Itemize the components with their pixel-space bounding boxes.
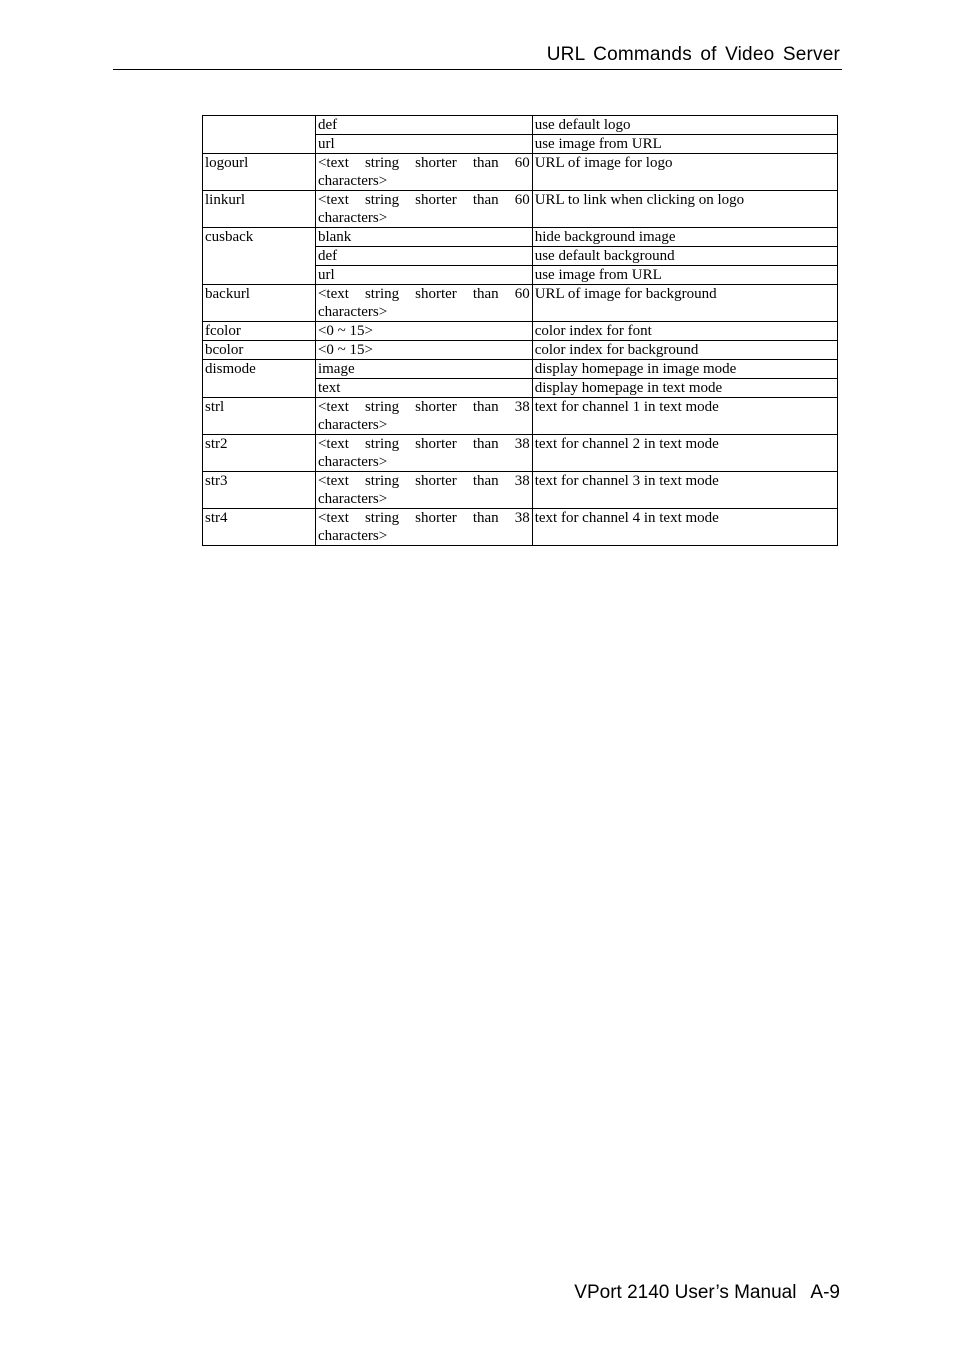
description-cell: text for channel 1 in text mode bbox=[532, 398, 837, 435]
page-number: A-9 bbox=[810, 1282, 840, 1303]
value-cell: <text string shorter than 38 characters> bbox=[315, 435, 532, 472]
value-cell: image bbox=[315, 360, 532, 379]
description-cell: display homepage in image mode bbox=[532, 360, 837, 379]
table-row bbox=[203, 509, 838, 546]
param-cell: bcolor bbox=[203, 341, 316, 360]
param-cell: str3 bbox=[203, 472, 316, 509]
value-cell: <text string shorter than 38 characters> bbox=[315, 398, 532, 435]
description-cell: text for channel 4 in text mode bbox=[532, 509, 837, 546]
description-cell: URL to link when clicking on logo bbox=[532, 191, 837, 228]
description-cell: use image from URL bbox=[532, 135, 837, 154]
value-cell: <text string shorter than 60 characters> bbox=[315, 154, 532, 191]
param-cell bbox=[203, 116, 316, 154]
description-cell: color index for font bbox=[532, 322, 837, 341]
param-cell: logourl bbox=[203, 154, 316, 191]
url-parameter-table bbox=[202, 115, 838, 546]
value-cell: <text string shorter than 38 characters> bbox=[315, 472, 532, 509]
description-cell: text for channel 2 in text mode bbox=[532, 435, 837, 472]
param-cell: dismode bbox=[203, 360, 316, 398]
table-row bbox=[203, 285, 838, 322]
param-cell: cusback bbox=[203, 228, 316, 285]
description-cell: URL of image for logo bbox=[532, 154, 837, 191]
table-row bbox=[203, 116, 838, 135]
page-footer bbox=[574, 1282, 840, 1304]
table-row bbox=[203, 360, 838, 379]
table-row bbox=[203, 322, 838, 341]
value-cell: text bbox=[315, 379, 532, 398]
table-row bbox=[203, 228, 838, 247]
table-row bbox=[203, 341, 838, 360]
table-row bbox=[203, 154, 838, 191]
description-cell: use image from URL bbox=[532, 266, 837, 285]
value-cell: blank bbox=[315, 228, 532, 247]
page-header-title: URL Commands of Video Server bbox=[546, 44, 840, 65]
header-rule bbox=[113, 69, 842, 70]
description-cell: hide background image bbox=[532, 228, 837, 247]
param-cell: str2 bbox=[203, 435, 316, 472]
table-row bbox=[203, 472, 838, 509]
param-cell: str4 bbox=[203, 509, 316, 546]
description-cell: use default logo bbox=[532, 116, 837, 135]
value-cell: <text string shorter than 38 characters> bbox=[315, 509, 532, 546]
description-cell: URL of image for background bbox=[532, 285, 837, 322]
table-row bbox=[203, 191, 838, 228]
value-cell: <text string shorter than 60 characters> bbox=[315, 285, 532, 322]
manual-title: VPort 2140 User’s Manual bbox=[574, 1282, 797, 1303]
value-cell: <text string shorter than 60 characters> bbox=[315, 191, 532, 228]
value-cell: <0 ~ 15> bbox=[315, 341, 532, 360]
param-cell: fcolor bbox=[203, 322, 316, 341]
description-cell: text for channel 3 in text mode bbox=[532, 472, 837, 509]
description-cell: display homepage in text mode bbox=[532, 379, 837, 398]
value-cell: def bbox=[315, 116, 532, 135]
description-cell: color index for background bbox=[532, 341, 837, 360]
param-cell: strl bbox=[203, 398, 316, 435]
value-cell: <0 ~ 15> bbox=[315, 322, 532, 341]
table-row bbox=[203, 398, 838, 435]
param-cell: backurl bbox=[203, 285, 316, 322]
value-cell: url bbox=[315, 135, 532, 154]
description-cell: use default background bbox=[532, 247, 837, 266]
value-cell: def bbox=[315, 247, 532, 266]
param-cell: linkurl bbox=[203, 191, 316, 228]
value-cell: url bbox=[315, 266, 532, 285]
table-row bbox=[203, 435, 838, 472]
